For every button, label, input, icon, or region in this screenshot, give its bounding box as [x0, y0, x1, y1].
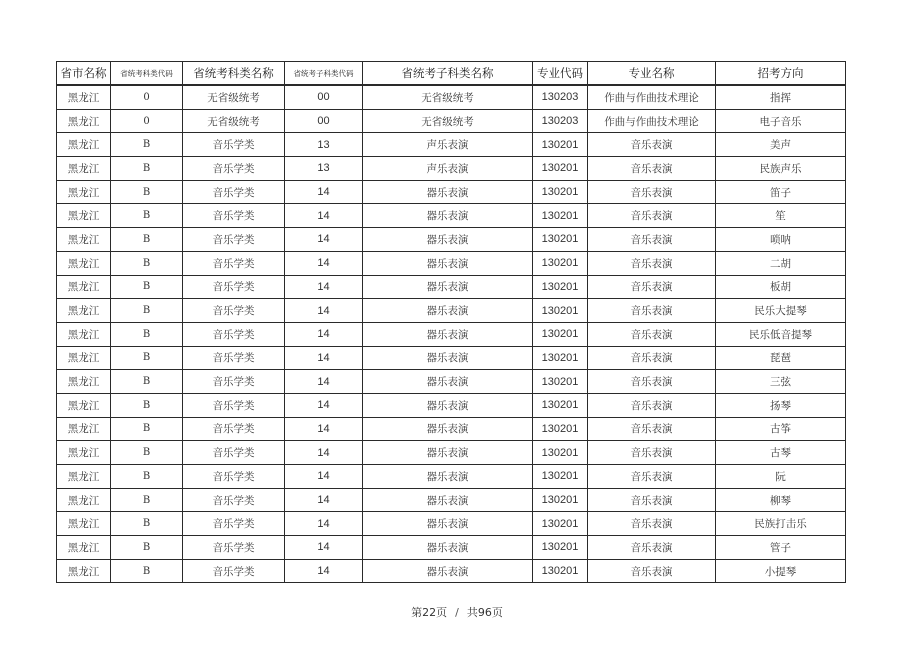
table-row — [57, 536, 846, 560]
cell-exam-subcategory-code: 14 — [285, 559, 363, 583]
cell-major-code: 130201 — [533, 204, 588, 228]
cell-exam-subcategory-name: 器乐表演 — [363, 251, 533, 275]
cell-exam-subcategory-name: 器乐表演 — [363, 204, 533, 228]
cell-province-name: 黑龙江 — [57, 559, 111, 583]
cell-exam-category-code: B — [111, 275, 183, 299]
cell-exam-subcategory-name: 器乐表演 — [363, 441, 533, 465]
cell-major-name: 音乐表演 — [588, 393, 716, 417]
cell-exam-subcategory-name: 声乐表演 — [363, 133, 533, 157]
cell-exam-direction: 小提琴 — [716, 559, 846, 583]
table-row — [57, 559, 846, 583]
cell-exam-subcategory-code: 14 — [285, 322, 363, 346]
cell-exam-category-code: B — [111, 322, 183, 346]
cell-exam-category-name: 音乐学类 — [183, 441, 285, 465]
cell-major-name: 音乐表演 — [588, 559, 716, 583]
cell-province-name: 黑龙江 — [57, 180, 111, 204]
cell-exam-subcategory-name: 器乐表演 — [363, 299, 533, 323]
cell-exam-subcategory-name: 无省级统考 — [363, 109, 533, 133]
cell-province-name: 黑龙江 — [57, 133, 111, 157]
header-exam-subcategory-name: 省统考子科类名称 — [363, 62, 533, 86]
cell-exam-subcategory-name: 器乐表演 — [363, 417, 533, 441]
cell-exam-direction: 阮 — [716, 465, 846, 489]
cell-major-name: 音乐表演 — [588, 275, 716, 299]
cell-exam-direction: 柳琴 — [716, 488, 846, 512]
cell-exam-category-name: 音乐学类 — [183, 157, 285, 181]
cell-major-code: 130201 — [533, 512, 588, 536]
total-pages-label: 共96页 — [466, 606, 503, 619]
cell-major-name: 音乐表演 — [588, 133, 716, 157]
cell-exam-subcategory-code: 14 — [285, 299, 363, 323]
cell-exam-category-code: B — [111, 536, 183, 560]
cell-exam-subcategory-code: 14 — [285, 536, 363, 560]
cell-exam-direction: 民族声乐 — [716, 157, 846, 181]
table-row — [57, 180, 846, 204]
cell-major-name: 作曲与作曲技术理论 — [588, 85, 716, 109]
cell-exam-subcategory-code: 14 — [285, 512, 363, 536]
cell-exam-category-name: 音乐学类 — [183, 133, 285, 157]
cell-exam-direction: 笛子 — [716, 180, 846, 204]
cell-exam-category-name: 音乐学类 — [183, 393, 285, 417]
cell-major-name: 音乐表演 — [588, 299, 716, 323]
cell-exam-category-name: 音乐学类 — [183, 488, 285, 512]
header-major-name: 专业名称 — [588, 62, 716, 86]
cell-exam-category-name: 音乐学类 — [183, 275, 285, 299]
cell-exam-subcategory-code: 14 — [285, 251, 363, 275]
cell-exam-direction: 三弦 — [716, 370, 846, 394]
table-row — [57, 204, 846, 228]
cell-exam-category-code: B — [111, 370, 183, 394]
cell-major-name: 音乐表演 — [588, 322, 716, 346]
header-exam-category-name: 省统考科类名称 — [183, 62, 285, 86]
cell-major-code: 130201 — [533, 133, 588, 157]
cell-exam-direction: 民乐低音提琴 — [716, 322, 846, 346]
cell-province-name: 黑龙江 — [57, 157, 111, 181]
cell-major-name: 音乐表演 — [588, 251, 716, 275]
header-exam-category-code: 省统考科类代码 — [111, 62, 183, 86]
cell-major-name: 音乐表演 — [588, 180, 716, 204]
cell-province-name: 黑龙江 — [57, 275, 111, 299]
table-row — [57, 370, 846, 394]
cell-exam-direction: 指挥 — [716, 85, 846, 109]
cell-province-name: 黑龙江 — [57, 417, 111, 441]
cell-exam-subcategory-code: 14 — [285, 204, 363, 228]
cell-exam-subcategory-name: 器乐表演 — [363, 346, 533, 370]
cell-major-name: 音乐表演 — [588, 465, 716, 489]
cell-exam-category-name: 音乐学类 — [183, 465, 285, 489]
cell-exam-direction: 唢呐 — [716, 228, 846, 252]
cell-exam-category-code: B — [111, 133, 183, 157]
table-row — [57, 488, 846, 512]
table-row — [57, 465, 846, 489]
cell-major-code: 130203 — [533, 109, 588, 133]
header-exam-subcategory-code: 省统考子科类代码 — [285, 62, 363, 86]
cell-province-name: 黑龙江 — [57, 441, 111, 465]
cell-exam-subcategory-name: 器乐表演 — [363, 488, 533, 512]
cell-exam-direction: 扬琴 — [716, 393, 846, 417]
cell-province-name: 黑龙江 — [57, 393, 111, 417]
cell-major-code: 130201 — [533, 322, 588, 346]
table-row — [57, 109, 846, 133]
cell-major-name: 作曲与作曲技术理论 — [588, 109, 716, 133]
table-row — [57, 85, 846, 109]
cell-exam-category-name: 音乐学类 — [183, 512, 285, 536]
cell-province-name: 黑龙江 — [57, 536, 111, 560]
cell-major-name: 音乐表演 — [588, 512, 716, 536]
cell-exam-subcategory-name: 器乐表演 — [363, 465, 533, 489]
cell-exam-subcategory-code: 14 — [285, 393, 363, 417]
cell-exam-category-name: 音乐学类 — [183, 370, 285, 394]
table-row — [57, 275, 846, 299]
cell-major-name: 音乐表演 — [588, 536, 716, 560]
cell-exam-direction: 古琴 — [716, 441, 846, 465]
cell-exam-direction: 琵琶 — [716, 346, 846, 370]
table-body — [57, 85, 846, 583]
cell-major-code: 130201 — [533, 417, 588, 441]
table-row — [57, 228, 846, 252]
cell-major-code: 130201 — [533, 559, 588, 583]
cell-exam-subcategory-code: 14 — [285, 488, 363, 512]
cell-exam-category-name: 音乐学类 — [183, 180, 285, 204]
cell-exam-subcategory-name: 声乐表演 — [363, 157, 533, 181]
cell-exam-direction: 美声 — [716, 133, 846, 157]
cell-exam-category-name: 音乐学类 — [183, 299, 285, 323]
cell-exam-category-code: B — [111, 157, 183, 181]
cell-major-code: 130201 — [533, 441, 588, 465]
cell-exam-direction: 民族打击乐 — [716, 512, 846, 536]
cell-exam-subcategory-name: 器乐表演 — [363, 275, 533, 299]
cell-province-name: 黑龙江 — [57, 251, 111, 275]
cell-major-name: 音乐表演 — [588, 157, 716, 181]
cell-exam-subcategory-name: 无省级统考 — [363, 85, 533, 109]
cell-province-name: 黑龙江 — [57, 85, 111, 109]
cell-exam-subcategory-code: 13 — [285, 157, 363, 181]
cell-province-name: 黑龙江 — [57, 322, 111, 346]
cell-exam-category-code: B — [111, 465, 183, 489]
cell-major-code: 130201 — [533, 488, 588, 512]
cell-exam-category-code: B — [111, 393, 183, 417]
cell-exam-subcategory-code: 14 — [285, 417, 363, 441]
cell-exam-category-code: B — [111, 299, 183, 323]
cell-major-name: 音乐表演 — [588, 228, 716, 252]
cell-exam-direction: 电子音乐 — [716, 109, 846, 133]
cell-major-code: 130201 — [533, 275, 588, 299]
cell-exam-direction: 古筝 — [716, 417, 846, 441]
cell-major-name: 音乐表演 — [588, 346, 716, 370]
cell-exam-direction: 民乐大提琴 — [716, 299, 846, 323]
table-row — [57, 133, 846, 157]
cell-major-code: 130201 — [533, 157, 588, 181]
cell-exam-subcategory-name: 器乐表演 — [363, 536, 533, 560]
cell-exam-subcategory-name: 器乐表演 — [363, 559, 533, 583]
cell-exam-category-code: B — [111, 441, 183, 465]
cell-exam-category-name: 音乐学类 — [183, 204, 285, 228]
cell-province-name: 黑龙江 — [57, 488, 111, 512]
cell-exam-category-name: 音乐学类 — [183, 322, 285, 346]
table-row — [57, 251, 846, 275]
table-header-row — [57, 62, 846, 86]
cell-exam-category-name: 音乐学类 — [183, 417, 285, 441]
cell-major-code: 130201 — [533, 370, 588, 394]
cell-exam-direction: 二胡 — [716, 251, 846, 275]
cell-exam-subcategory-name: 器乐表演 — [363, 393, 533, 417]
cell-exam-subcategory-name: 器乐表演 — [363, 512, 533, 536]
table-row — [57, 346, 846, 370]
cell-major-name: 音乐表演 — [588, 204, 716, 228]
cell-exam-subcategory-code: 14 — [285, 441, 363, 465]
cell-exam-category-name: 音乐学类 — [183, 346, 285, 370]
table-row — [57, 393, 846, 417]
cell-major-name: 音乐表演 — [588, 370, 716, 394]
cell-major-name: 音乐表演 — [588, 417, 716, 441]
cell-province-name: 黑龙江 — [57, 512, 111, 536]
table-row — [57, 417, 846, 441]
cell-exam-category-code: B — [111, 228, 183, 252]
cell-exam-category-code: 0 — [111, 109, 183, 133]
cell-exam-subcategory-code: 14 — [285, 228, 363, 252]
cell-major-code: 130203 — [533, 85, 588, 109]
cell-exam-subcategory-code: 14 — [285, 465, 363, 489]
cell-exam-subcategory-name: 器乐表演 — [363, 228, 533, 252]
cell-exam-category-code: B — [111, 180, 183, 204]
cell-major-code: 130201 — [533, 251, 588, 275]
cell-exam-category-code: B — [111, 417, 183, 441]
cell-exam-subcategory-code: 14 — [285, 275, 363, 299]
page-separator: / — [455, 606, 459, 619]
cell-province-name: 黑龙江 — [57, 370, 111, 394]
table-row — [57, 299, 846, 323]
cell-province-name: 黑龙江 — [57, 299, 111, 323]
cell-exam-category-code: B — [111, 559, 183, 583]
table-row — [57, 322, 846, 346]
header-exam-direction: 招考方向 — [716, 62, 846, 86]
cell-major-code: 130201 — [533, 299, 588, 323]
header-major-code: 专业代码 — [533, 62, 588, 86]
cell-exam-direction: 板胡 — [716, 275, 846, 299]
table-row — [57, 157, 846, 181]
cell-exam-subcategory-name: 器乐表演 — [363, 322, 533, 346]
header-province-name: 省市名称 — [57, 62, 111, 86]
cell-exam-subcategory-code: 00 — [285, 109, 363, 133]
cell-exam-category-name: 音乐学类 — [183, 251, 285, 275]
cell-major-code: 130201 — [533, 393, 588, 417]
cell-exam-category-name: 无省级统考 — [183, 85, 285, 109]
cell-major-code: 130201 — [533, 346, 588, 370]
cell-province-name: 黑龙江 — [57, 228, 111, 252]
cell-exam-category-code: B — [111, 512, 183, 536]
cell-exam-category-name: 无省级统考 — [183, 109, 285, 133]
cell-province-name: 黑龙江 — [57, 109, 111, 133]
cell-major-code: 130201 — [533, 465, 588, 489]
cell-exam-category-code: B — [111, 251, 183, 275]
cell-exam-subcategory-code: 13 — [285, 133, 363, 157]
cell-major-name: 音乐表演 — [588, 488, 716, 512]
admissions-table — [56, 61, 846, 583]
table-row — [57, 441, 846, 465]
cell-exam-category-name: 音乐学类 — [183, 536, 285, 560]
cell-exam-category-code: B — [111, 346, 183, 370]
cell-exam-subcategory-name: 器乐表演 — [363, 370, 533, 394]
cell-major-code: 130201 — [533, 536, 588, 560]
cell-major-name: 音乐表演 — [588, 441, 716, 465]
cell-exam-category-code: 0 — [111, 85, 183, 109]
cell-exam-subcategory-code: 14 — [285, 346, 363, 370]
cell-province-name: 黑龙江 — [57, 465, 111, 489]
cell-exam-subcategory-code: 14 — [285, 180, 363, 204]
cell-exam-direction: 笙 — [716, 204, 846, 228]
table-row — [57, 512, 846, 536]
cell-province-name: 黑龙江 — [57, 204, 111, 228]
current-page-label: 第22页 — [411, 606, 448, 619]
cell-exam-category-name: 音乐学类 — [183, 559, 285, 583]
cell-exam-subcategory-name: 器乐表演 — [363, 180, 533, 204]
page-footer — [0, 604, 914, 620]
cell-exam-category-name: 音乐学类 — [183, 228, 285, 252]
cell-exam-subcategory-code: 00 — [285, 85, 363, 109]
cell-exam-category-code: B — [111, 204, 183, 228]
cell-major-code: 130201 — [533, 180, 588, 204]
cell-exam-direction: 管子 — [716, 536, 846, 560]
cell-major-code: 130201 — [533, 228, 588, 252]
cell-province-name: 黑龙江 — [57, 346, 111, 370]
cell-exam-category-code: B — [111, 488, 183, 512]
cell-exam-subcategory-code: 14 — [285, 370, 363, 394]
